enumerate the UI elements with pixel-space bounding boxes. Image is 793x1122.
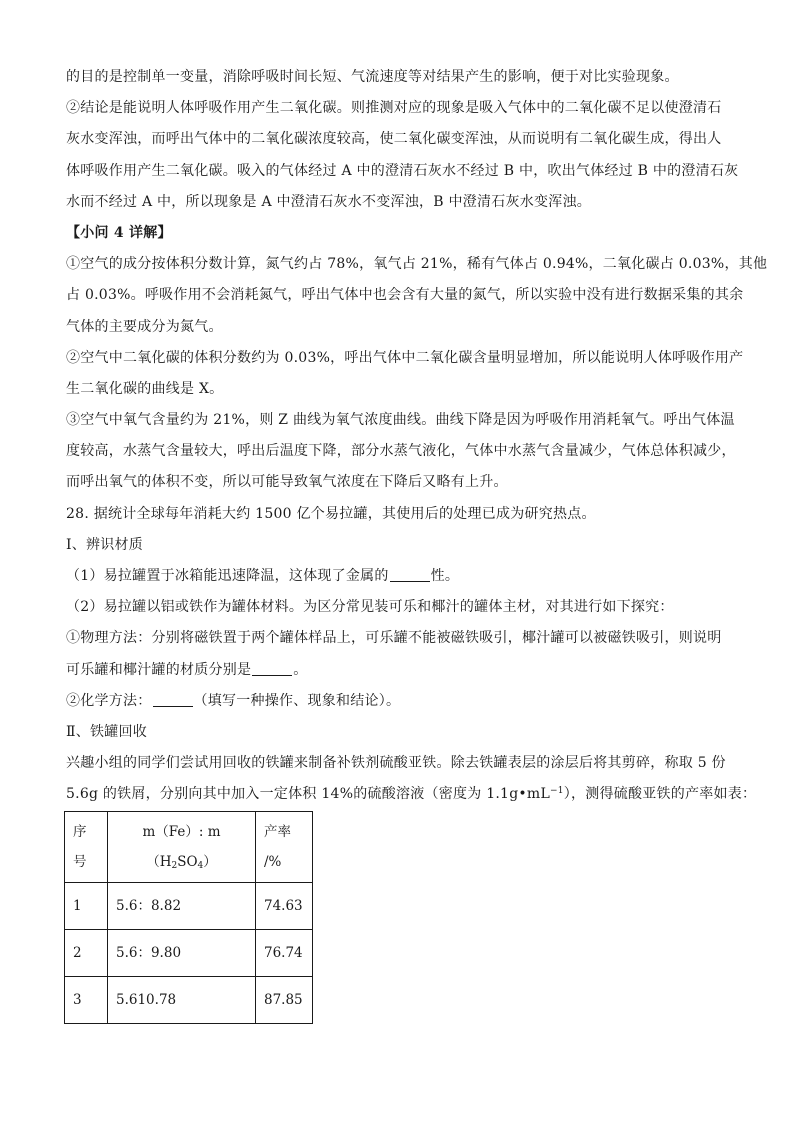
answer-blank — [153, 692, 193, 707]
text-line: ②空气中二氧化碳的体积分数约为 0.03%，呼出气体中二氧化碳含量明显增加，所以能说明人体呼吸作用产 — [66, 349, 744, 366]
answer-blank — [390, 567, 430, 582]
header-cell-ratio: m（Fe）: $m(H_2SO_4)$ — [108, 812, 256, 883]
section-heading-q4: 【小问 4 详解】 — [66, 224, 172, 241]
cell-yield: 76.74 — [256, 930, 313, 977]
text-line: 的目的是控制单一变量，消除呼吸时间长短、气流速度等对结果产生的影响，便于对比实验现象。 — [66, 69, 679, 85]
question-2a-cont: 可乐罐和椰汁罐的材质分别是 。 — [66, 661, 308, 678]
text-line: 水而不经过 A 中，所以现象是 A 中澄清石灰水不变浑浊，B 中澄清石灰水变浑浊。 — [66, 193, 592, 210]
text-line: 占 0.03%。呼吸作用不会消耗氮气，呼出气体中也会含有大量的氮气，所以实验中没有进行数据采集的其余 — [66, 287, 744, 304]
cell-yield: 87.85 — [256, 977, 313, 1024]
cell-ratio: 5.6：8.82 — [108, 883, 256, 930]
question-1: （1）易拉罐置于冰箱能迅速降温，这体现了金属的 性。 — [66, 568, 460, 584]
text-line: 而呼出氧气的体积不变，所以可能导致氧气浓度在下降后又略有上升。 — [66, 474, 508, 491]
question-2b: ②化学方法： （填写一种操作、现象和结论）。 — [66, 692, 401, 709]
question-2a: ①物理方法：分别将磁铁置于两个罐体样品上，可乐罐不能被磁铁吸引，椰汁罐可以被磁铁吸引，则说明 — [66, 630, 722, 647]
text-line: ①空气的成分按体积分数计算，氮气约占 78%，氧气占 21%，稀有气体占 0.94%，二氧化碳占 0.03%，其他 — [66, 256, 768, 273]
table-header-row — [65, 812, 313, 883]
section-heading-2: Ⅱ、铁罐回收 — [66, 723, 148, 740]
cell-yield: 74.63 — [256, 883, 313, 930]
header-cell-yield: 产率 /% — [256, 812, 313, 883]
text-line: ③空气中氧气含量约为 21%，则 Z 曲线为氧气浓度曲线。曲线下降是因为呼吸作用消耗氧气。呼出气体温 — [66, 412, 735, 429]
section-heading-1: Ⅰ、辨识材质 — [66, 536, 144, 553]
question-2: （2）易拉罐以铝或铁作为罐体材料。为区分常见装可乐和椰汁的罐体主材，对其进行如下探究： — [66, 599, 674, 616]
cell-ratio: 5.6：9.80 — [108, 930, 256, 977]
text-line: 度较高，水蒸气含量较大，呼出后温度下降，部分水蒸气液化，气体中水蒸气含量减少，气体总体积减少， — [66, 443, 736, 460]
table-row — [65, 977, 313, 1024]
text-line: 体呼吸作用产生二氧化碳。吸入的气体经过 A 中的澄清石灰水不经过 B 中，吹出气体经过 B 中的澄清石灰 — [66, 162, 739, 179]
text-line: 气体的主要成分为氮气。 — [66, 318, 223, 335]
header-cell-number: 序 号 — [65, 812, 108, 883]
text-line: ②结论是能说明人体呼吸作用产生二氧化碳。则推测对应的现象是吸入气体中的二氧化碳不足以使澄清石 — [66, 100, 722, 117]
yield-table — [64, 811, 313, 1024]
cell-number: 3 — [65, 977, 108, 1024]
intro-line: 兴趣小组的同学们尝试用回收的铁罐来制备补铁剂硫酸亚铁。除去铁罐表层的涂层后将其剪碎，称取 5 份 — [66, 755, 726, 772]
table-row — [65, 930, 313, 977]
question-28-title: 28. 据统计全球每年消耗大约 1500 亿个易拉罐，其使用后的处理已成为研究热点。 — [66, 505, 596, 522]
answer-blank — [252, 661, 292, 676]
intro-line: 5.6g 的铁屑，分别向其中加入一定体积 14%的硫酸溶液（密度为 $1.1g•mL^{-1}$），测得硫酸亚铁的产率如表： — [66, 786, 757, 803]
cell-number: 1 — [65, 883, 108, 930]
text-line: 生二氧化碳的曲线是 X。 — [66, 380, 224, 397]
cell-number: 2 — [65, 930, 108, 977]
cell-ratio: 5.610.78 — [108, 977, 256, 1024]
text-line: 灰水变浑浊，而呼出气体中的二氧化碳浓度较高，使二氧化碳变浑浊，从而说明有二氧化碳生成，得出人 — [66, 131, 722, 148]
text-block — [66, 62, 768, 811]
table-row — [65, 883, 313, 930]
